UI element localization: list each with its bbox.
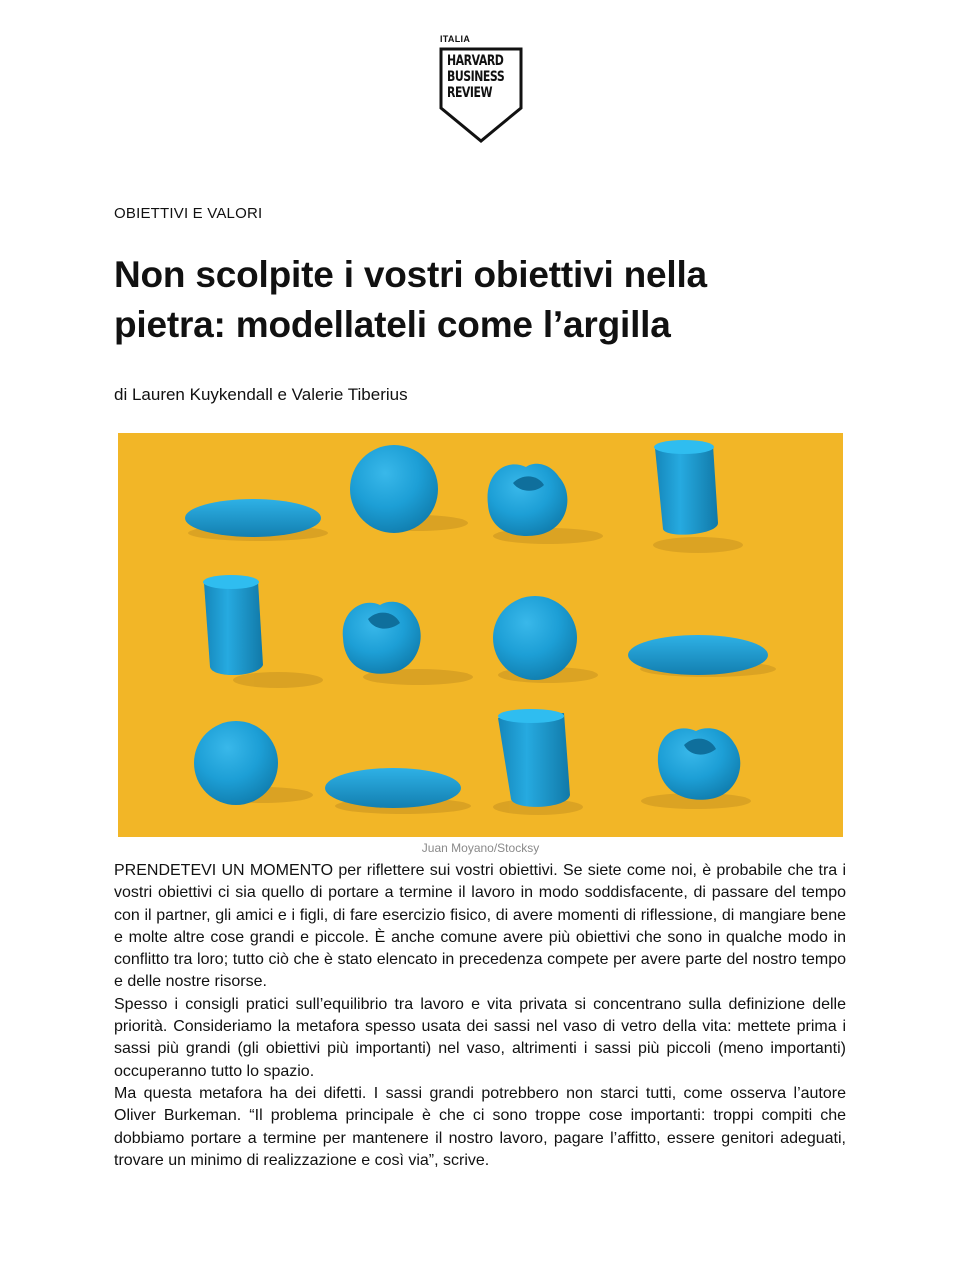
hero-image xyxy=(118,433,843,837)
masthead-line-1: HARVARD xyxy=(447,53,504,69)
article-headline xyxy=(114,250,854,350)
article-body xyxy=(114,860,846,1172)
section-label: OBIETTIVI E VALORI xyxy=(114,205,263,222)
paragraph-2: Spesso i consigli pratici sull’equilibrio tra lavoro e vita privata si concentrano sulla definizione delle priorità. Consideriamo la metafora spesso usata dei sassi nel vaso di vetro della vita: mettete prima i sassi più grandi (gli obiettivi più importanti) nel vaso, altrimenti i sassi più piccoli (meno importanti) occuperanno tutto lo spazio. xyxy=(114,995,846,1080)
masthead-line-3: REVIEW xyxy=(447,85,493,101)
masthead-country: ITALIA xyxy=(440,34,471,44)
paragraph-1-text: per riflettere sui vostri obiettivi. Se siete come noi, è probabile che tra i vostri obiettivi ci sia quello di portare a termine il lavoro in modo soddisfacente, di passare del tempo con il partner, gli amici e i figli, di fare esercizio fisico, di avere momenti di riflessione, di mangiare bene e molte altre cose grandi e piccole. È anche comune avere più obiettivi che sono in qualche modo in conflitto tra loro; tutto ciò che è stato elencato in precedenza compete per avere parte del nostro tempo e delle nostre risorse. xyxy=(114,862,847,991)
paragraph-3: Ma questa metafora ha dei difetti. I sassi grandi potrebbero non starci tutti, come osserva l’autore Oliver Burkeman. “Il problema principale è che ci sono troppe cose importanti: troppi compiti che dobbiamo portare a termine per mantenere il nostro lavoro, pagare l’affitto, essere genitori adeguati, trovare un minimo di realizzazione e così via”, scrive. xyxy=(114,1084,846,1169)
byline: di Lauren Kuykendall e Valerie Tiberius xyxy=(114,385,408,404)
paragraph-1 xyxy=(114,860,846,994)
masthead-logo xyxy=(438,34,528,144)
lead-in: PRENDETEVI UN MOMENTO xyxy=(114,862,334,879)
image-credit: Juan Moyano/Stocksy xyxy=(421,841,540,855)
masthead-line-2: BUSINESS xyxy=(447,69,505,85)
headline-line-1: Non scolpite i vostri obiettivi nella xyxy=(114,254,707,295)
headline-line-2: pietra: modellateli come l’argilla xyxy=(114,304,671,345)
